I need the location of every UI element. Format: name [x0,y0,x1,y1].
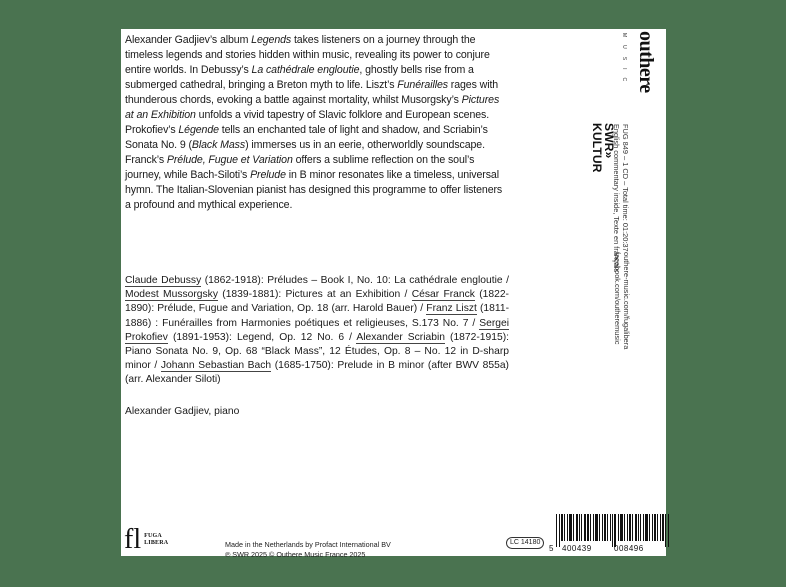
composer-name: Sergei Prokofiev [125,317,509,343]
album-description [125,33,505,213]
manufacturing-note: Made in the Netherlands by Profact International BV [225,540,391,549]
fuga-libera-wordmark: FUGA LIBERA [144,533,169,546]
composer-name: Johann Sebastian Bach [160,360,272,372]
facebook-link[interactable]: facebook.com/outheremusic [613,252,622,345]
swr-logo-line1: SWR» [602,123,616,159]
website-link[interactable]: outhere-music.com/fugalibera [622,252,631,350]
fuga-libera-glyph-icon: fl [124,524,142,555]
work-title: Légende [178,124,219,136]
catalog-number: FUG 849 – 1 CD – Total time: 01:20:37 [621,124,630,252]
text-segment: offers a sublime reflection on the soul’s journey, while Bach-Siloti’s [125,154,475,181]
barcode-bars-icon [556,514,670,546]
text-segment: in B minor resonates like a timeless, universal hymn. The Italian-Slovenian pianist has designed this programme to offer listeners a profound and mythical experience. [125,169,503,211]
text-segment: Alexander Gadjiev’s album [125,34,252,46]
work-details: (1839-1881): Pictures at an Exhibition / [217,289,412,301]
work-details: (1862-1918): Préludes – Book I, No. 10: La cathédrale engloutie / [201,275,509,286]
work-title: Black Mass [191,139,246,151]
text-segment: unfolds a vivid tapestry of Slavic folklore and European scenes. Prokofiev’s [125,109,490,136]
work-details: (1822-1890): Prélude, Fugue and Variation, Op. 18 (arr. Harold Bauer) / [125,289,509,315]
text-segment: ) immerses us in an eerie, otherworldly soundscape. Franck’s [125,139,485,166]
cd-back-cover [121,29,666,559]
composer-name: Modest Mussorgsky [125,289,218,301]
work-title: Funérailles [397,79,448,91]
language-note: English commentary inside, Texte en français [612,124,621,273]
outhere-music-label: MUSIC [621,33,627,90]
tracklist [125,274,509,388]
text-segment: takes listeners on a journey through the timeless legends and stories hidden within music, revealing its power to conjure entire worlds. In Debussy’s [125,34,490,76]
composer-name: Alexander Scriabin [356,331,445,343]
composer-name: Franz Liszt [426,303,477,315]
work-details: (1891-1953): Legend, Op. 12 No. 6 / [167,331,357,343]
text-segment: , ghostly bells rise from a submerged cathedral, bringing a Breton myth to life. Liszt’s [125,64,474,91]
work-title: Prelude [250,169,286,181]
work-details: (1872-1915): Piano Sonata No. 9, Op. 68 “Black Mass”, 12 Études, Op. 8 – No. 12 in D-sharp minor / [125,331,509,372]
work-details: (1811-1886) : Funérailles from Harmonies poétiques et religieuses, S.173 No. 7 / [125,303,509,329]
label-code-badge: LC 14180 [506,537,544,549]
web-links [613,252,631,349]
performer-credit: Alexander Gadjiev, piano [125,406,240,417]
barcode: 5 400439 008496 [552,514,664,554]
work-title: Prélude, Fugue et Variation [166,154,293,166]
text-segment: tells an enchanted tale of light and shadow, and Scriabin’s Sonata No. 9 ( [125,124,488,151]
text-segment: rages with thunderous chords, evoking a battle against mortality, whilst Musorgsky’s [125,79,499,106]
copyright-note: ℗ SWR 2025 © Outhere Music France 2025 [225,550,366,559]
fuga-libera-logo [124,526,168,554]
swr-logo-line2: KULTUR [590,123,604,173]
composer-name: César Franck [411,289,475,301]
work-title: Legends [251,34,292,46]
work-details: (1685-1750): Prelude in B minor (after BWV 855a) (arr. Alexander Siloti) [125,360,509,386]
catalog-info [612,124,630,272]
legal-notice [225,540,391,560]
work-title: Pictures at an Exhibition [125,94,500,121]
outhere-logo: outhere [635,31,657,93]
composer-name: Claude Debussy [125,275,202,286]
work-title: La cathédrale engloutie [251,64,360,76]
